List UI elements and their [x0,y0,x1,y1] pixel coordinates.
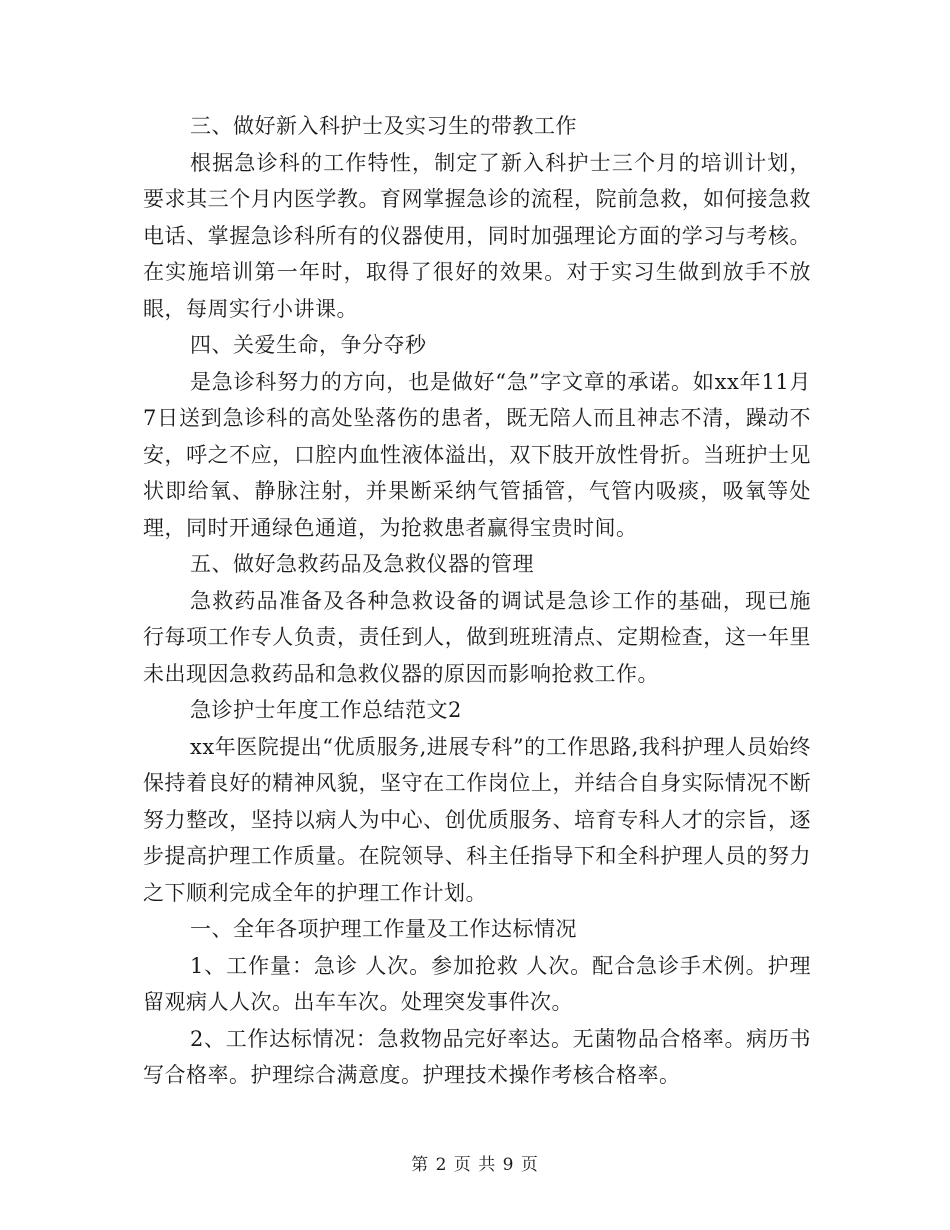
section-heading-5: 五、做好急救药品及急救仪器的管理 [190,552,534,576]
document-body [143,108,811,1094]
section-heading-1: 一、全年各项护理工作量及工作达标情况 [190,917,577,941]
paragraph-equipment: 急救药品准备及各种急救设备的调试是急诊工作的基础，现已施行每项工作专人负责，责任到人，做到班班清点、定期检查，这一年里未出现因急救药品和急救仪器的原因而影响抢救工作。 [143,588,811,686]
paragraph-rescue-case: 是急诊科努力的方向，也是做好“急”字文章的承诺。如xx年11月7日送到急诊科的高处坠落伤的患者，既无陪人而且神志不清，躁动不安，呼之不应，口腔内血性液体溢出，双下肢开放性骨折。当班护士见状即给氧、静脉注射，并果断采纳气管插管，气管内吸痰，吸氧等处理，同时开通绿色通道，为抢救患者赢得宝贵时间。 [143,369,811,540]
section-heading-3: 三、做好新入科护士及实习生的带教工作 [190,114,577,138]
sample-title-2: 急诊护士年度工作总结范文2 [190,698,462,722]
paragraph-workload: 1、工作量：急诊 人次。参加抢救 人次。配合急诊手术例。护理留观病人人次。出车车次。处理突发事件次。 [143,953,811,1014]
paragraph-training: 根据急诊科的工作特性，制定了新入科护士三个月的培训计划，要求其三个月内医学教。育网掌握急诊的流程，院前急救，如何接急救电话、掌握急诊科所有的仪器使用，同时加强理论方面的学习与考核。在实施培训第一年时，取得了很好的效果。对于实习生做到放手不放眼，每周实行小讲课。 [143,150,811,321]
section-heading-4: 四、关爱生命，争分夺秒 [190,333,427,357]
page-number-footer: 第 2 页 共 9 页 [411,1155,539,1175]
paragraph-standards: 2、工作达标情况：急救物品完好率达。无菌物品合格率。病历书写合格率。护理综合满意度。护理技术操作考核合格率。 [143,1026,811,1087]
paragraph-summary-intro: xx年医院提出“优质服务,进展专科”的工作思路,我科护理人员始终保持着良好的精神风貌，坚守在工作岗位上，并结合自身实际情况不断努力整改，坚持以病人为中心、创优质服务、培育专科人才的宗旨，逐步提高护理工作质量。在院领导、科主任指导下和全科护理人员的努力之下顺利完成全年的护理工作计划。 [143,734,811,905]
